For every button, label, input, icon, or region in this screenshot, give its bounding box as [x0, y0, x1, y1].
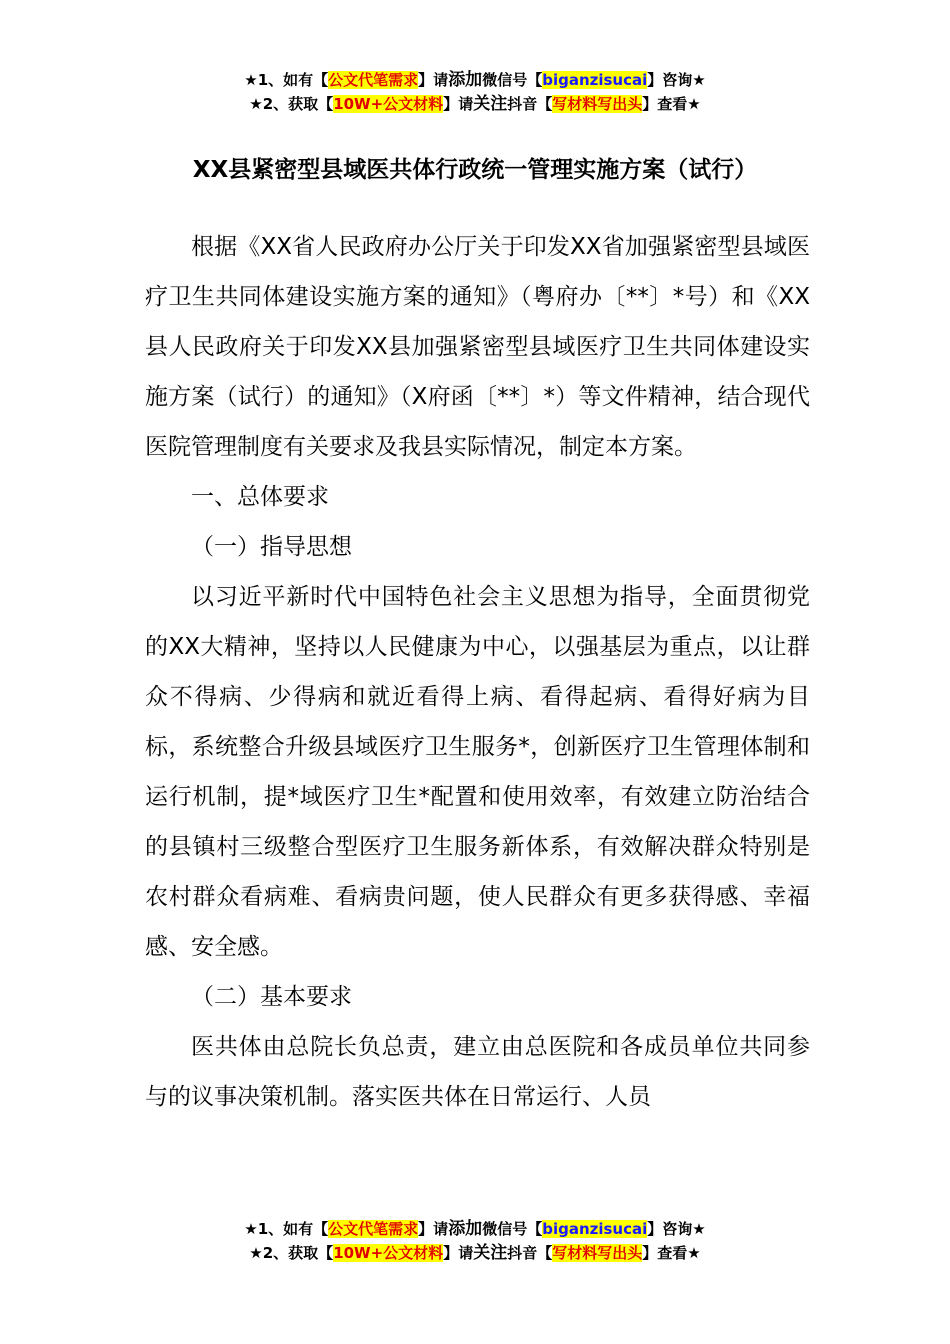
highlight-service: 公文代笔需求	[328, 71, 419, 89]
highlight-douyin: 写材料写出头	[552, 95, 643, 113]
promo-line-1: ★1、如有【公文代笔需求】请添加微信号【biganzisucai】咨询★	[244, 70, 706, 90]
promo-line-2: ★2、获取【10W+公文材料】请关注抖音【写材料写出头】查看★	[249, 1243, 701, 1263]
highlight-douyin: 写材料写出头	[552, 1244, 643, 1262]
paragraph-guiding-ideology: 以习近平新时代中国特色社会主义思想为指导，全面贯彻党的XX大精神，坚持以人民健康为中心，以强基层为重点，以让群众不得病、少得病和就近看得上病、看得起病、看得好病为目标，系统整合升级县域医疗卫生服务*，创新医疗卫生管理体制和运行机制，提*域医疗卫生*配置和使用效率，有效建立防治结合的县镇村三级整合型医疗卫生服务新体系，有效解决群众特别是农村群众看病难、看病贵问题，使人民群众有更多获得感、幸福感、安全感。	[145, 584, 810, 960]
subsection-heading-2: （二）基本要求	[191, 984, 352, 1010]
paragraph-intro: 根据《XX省人民政府办公厅关于印发XX省加强紧密型县域医疗卫生共同体建设实施方案的通知》（粤府办〔**〕*号）和《XX县人民政府关于印发XX县加强紧密型县域医疗卫生共同体建设实施方案（试行）的通知》（X府函〔**〕*）等文件精神，结合现代医院管理制度有关要求及我县实际情况，制定本方案。	[145, 234, 810, 460]
highlight-wechat-id: biganzisucai	[542, 1220, 648, 1238]
document-body	[145, 222, 810, 1122]
promo-banner-top	[0, 68, 950, 116]
promo-banner-bottom	[0, 1217, 950, 1265]
section-heading-1: 一、总体要求	[191, 484, 329, 510]
promo-line-1: ★1、如有【公文代笔需求】请添加微信号【biganzisucai】咨询★	[244, 1219, 706, 1239]
subsection-heading-1: （一）指导思想	[191, 534, 352, 560]
highlight-materials: 10W+公文材料	[333, 95, 444, 113]
highlight-materials: 10W+公文材料	[333, 1244, 444, 1262]
promo-line-2: ★2、获取【10W+公文材料】请关注抖音【写材料写出头】查看★	[249, 94, 701, 114]
highlight-wechat-id: biganzisucai	[542, 71, 648, 89]
paragraph-basic-requirements: 医共体由总院长负总责，建立由总医院和各成员单位共同参与的议事决策机制。落实医共体在日常运行、人员	[145, 1034, 810, 1110]
highlight-service: 公文代笔需求	[328, 1220, 419, 1238]
document-title: XX县紧密型县域医共体行政统一管理实施方案（试行）	[192, 157, 758, 183]
